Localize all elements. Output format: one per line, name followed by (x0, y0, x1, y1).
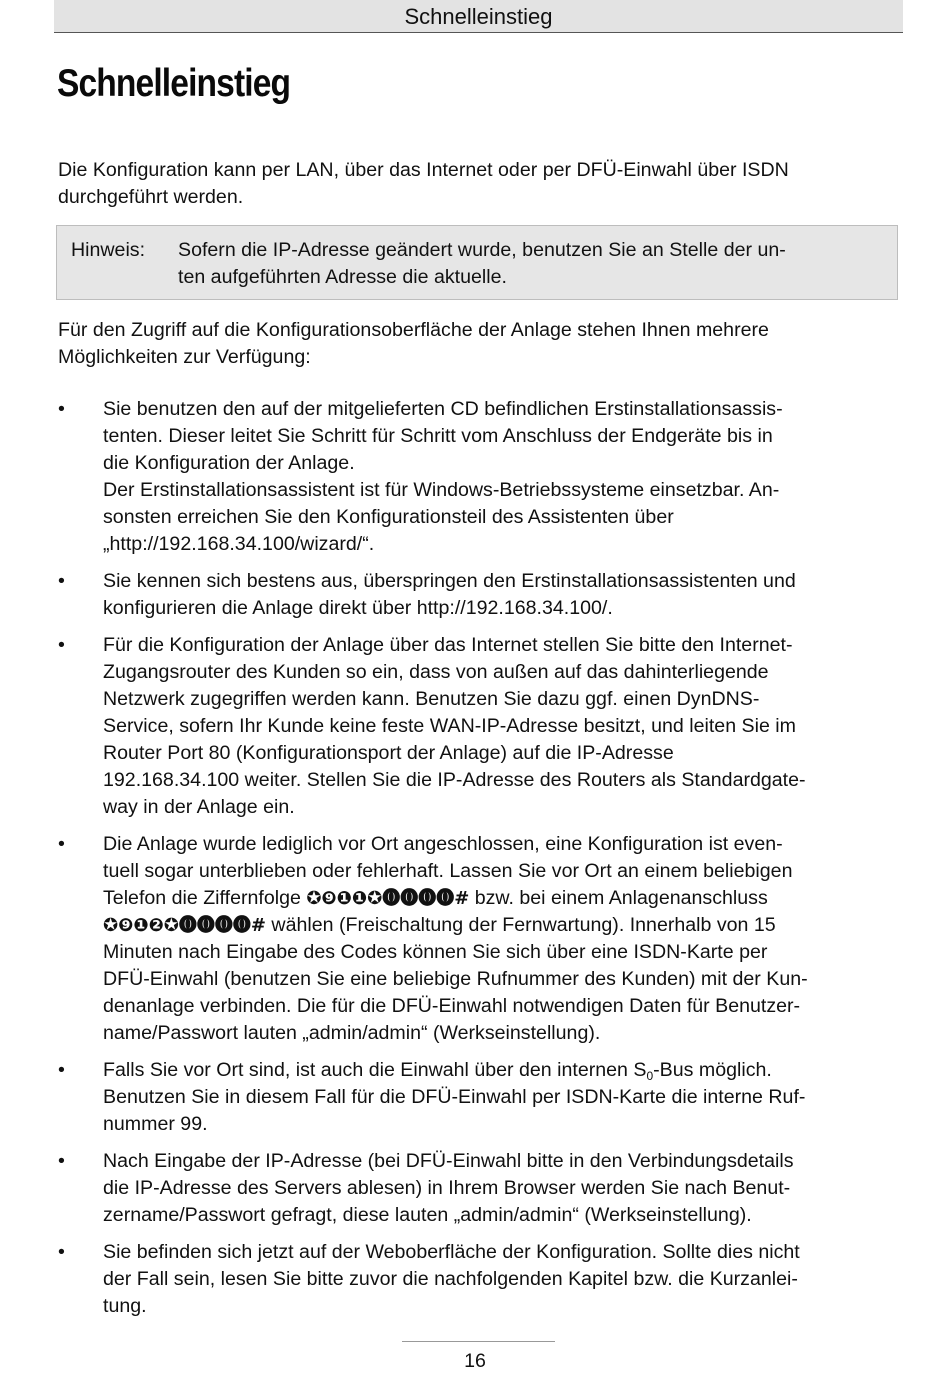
note-label: Hinweis: (71, 239, 146, 261)
list-item-line: name/Passwort lauten „admin/admin“ (Werkseinstellung). (103, 1022, 601, 1044)
list-item-cd-wizard (58, 396, 898, 558)
list-item-line: 192.168.34.100 weiter. Stellen Sie die IP-Adresse des Routers als Standardgate- (103, 769, 806, 791)
list-item-line: Router Port 80 (Konfigurationsport der Anlage) auf die IP-Adresse (103, 742, 674, 764)
page-number: 16 (464, 1350, 486, 1372)
s0-text-b: -Bus möglich. (653, 1059, 772, 1081)
list-item-line (103, 885, 898, 912)
note-line-1: Sofern die IP-Adresse geändert wurde, benutzen Sie an Stelle der un- (178, 239, 786, 261)
list-item-line: Minuten nach Eingabe des Codes können Sie sich über eine ISDN-Karte per (103, 941, 768, 963)
list-item-line (103, 912, 898, 939)
list-item-line: der Fall sein, lesen Sie bitte zuvor die nachfolgenden Kapitel bzw. die Kurzanlei- (103, 1268, 798, 1290)
s0-subscript: 0 (646, 1069, 654, 1083)
list-item-line (103, 1057, 898, 1084)
intro-line-2: durchgeführt werden. (58, 186, 244, 208)
list-item-internet-config (58, 632, 898, 821)
note-text (178, 237, 878, 291)
note-box (56, 225, 898, 300)
list-item-line: die IP-Adresse des Servers ablesen) in Ihrem Browser werden Sie nach Benut- (103, 1177, 791, 1199)
list-item-line: konfigurieren die Anlage direkt über http://192.168.34.100/. (103, 597, 613, 619)
access-paragraph (58, 317, 898, 371)
list-item-line: Zugangsrouter des Kunden so ein, dass von außen auf das dahinterliegende (103, 661, 769, 683)
dial-code-system: ✪❾❶❷✪⓿⓿⓿⓿# (103, 915, 266, 936)
list-item-line: way in der Anlage ein. (103, 796, 295, 818)
list-item-line: denanlage verbinden. Die für die DFÜ-Einwahl notwendigen Daten für Benutzer- (103, 995, 801, 1017)
code-intro-text: Telefon die Ziffernfolge (103, 887, 307, 909)
list-item-line: Netzwerk zugegriffen werden kann. Benutzen Sie dazu ggf. einen DynDNS- (103, 688, 760, 710)
list-item-line: • Nach Eingabe der IP-Adresse (bei DFÜ-Einwahl bitte in den Verbindungsdetails (103, 1150, 794, 1172)
footer-divider (402, 1341, 555, 1342)
code-activation-text: wählen (Freischaltung der Fernwartung). Innerhalb von 15 (271, 914, 776, 936)
list-item-line: • Sie benutzen den auf der mitgelieferten CD befindlichen Erstinstallationsassis- (103, 398, 783, 420)
intro-line-1: Die Konfiguration kann per LAN, über das Internet oder per DFÜ-Einwahl über ISDN (58, 159, 789, 181)
list-item-line: Der Erstinstallationsassistent ist für Windows-Betriebssysteme einsetzbar. An- (103, 479, 780, 501)
list-item-line: die Konfiguration der Anlage. (103, 452, 355, 474)
running-header (54, 0, 903, 33)
list-item-line: zername/Passwort gefragt, diese lauten „admin/admin“ (Werkseinstellung). (103, 1204, 752, 1226)
list-item-web-interface (58, 1239, 898, 1320)
note-line-2: ten aufgeführten Adresse die aktuelle. (178, 266, 507, 288)
running-header-title: Schnelleinstieg (404, 4, 553, 29)
list-item-s0-bus (58, 1057, 898, 1138)
list-item-line: sonsten erreichen Sie den Konfigurationsteil des Assistenten über (103, 506, 674, 528)
code-alt-text: bzw. bei einem Anlagenanschluss (469, 887, 768, 909)
list-item-line: Benutzen Sie in diesem Fall für die DFÜ-Einwahl per ISDN-Karte die interne Ruf- (103, 1086, 806, 1108)
list-item-line: „http://192.168.34.100/wizard/“. (103, 533, 375, 555)
list-item-line: nummer 99. (103, 1113, 208, 1135)
options-list (58, 396, 898, 1330)
list-item-direct-config (58, 568, 898, 622)
access-line-2: Möglichkeiten zur Verfügung: (58, 346, 311, 368)
list-item-line: DFÜ-Einwahl (benutzen Sie eine beliebige Rufnummer des Kunden) mit der Kun- (103, 968, 808, 990)
s0-text-a: Falls Sie vor Ort sind, ist auch die Einwahl über den internen S (103, 1059, 647, 1081)
access-line-1: Für den Zugriff auf die Konfigurationsoberfläche der Anlage stehen Ihnen mehrere (58, 319, 769, 341)
dial-code-single: ✪❾❶❶✪⓿⓿⓿⓿# (306, 888, 470, 909)
intro-paragraph (58, 157, 898, 211)
list-item-line: • Für die Konfiguration der Anlage über das Internet stellen Sie bitte den Internet- (103, 634, 793, 656)
list-item-remote-maintenance (58, 831, 898, 1047)
list-item-line: tung. (103, 1295, 147, 1317)
list-item-login (58, 1148, 898, 1229)
list-item-line: Service, sofern Ihr Kunde keine feste WAN-IP-Adresse besitzt, und leiten Sie im (103, 715, 796, 737)
list-item-line: • Sie kennen sich bestens aus, überspringen den Erstinstallationsassistenten und (103, 570, 796, 592)
list-item-line: • Die Anlage wurde lediglich vor Ort angeschlossen, eine Konfiguration ist even- (103, 833, 783, 855)
list-item-line: tenten. Dieser leitet Sie Schritt für Schritt vom Anschluss der Endgeräte bis in (103, 425, 773, 447)
list-item-line: tuell sogar unterblieben oder fehlerhaft. Lassen Sie vor Ort an einem beliebigen (103, 860, 793, 882)
page-title: Schnelleinstieg (57, 62, 291, 105)
list-item-line: • Sie befinden sich jetzt auf der Weboberfläche der Konfiguration. Sollte dies nicht (103, 1241, 800, 1263)
